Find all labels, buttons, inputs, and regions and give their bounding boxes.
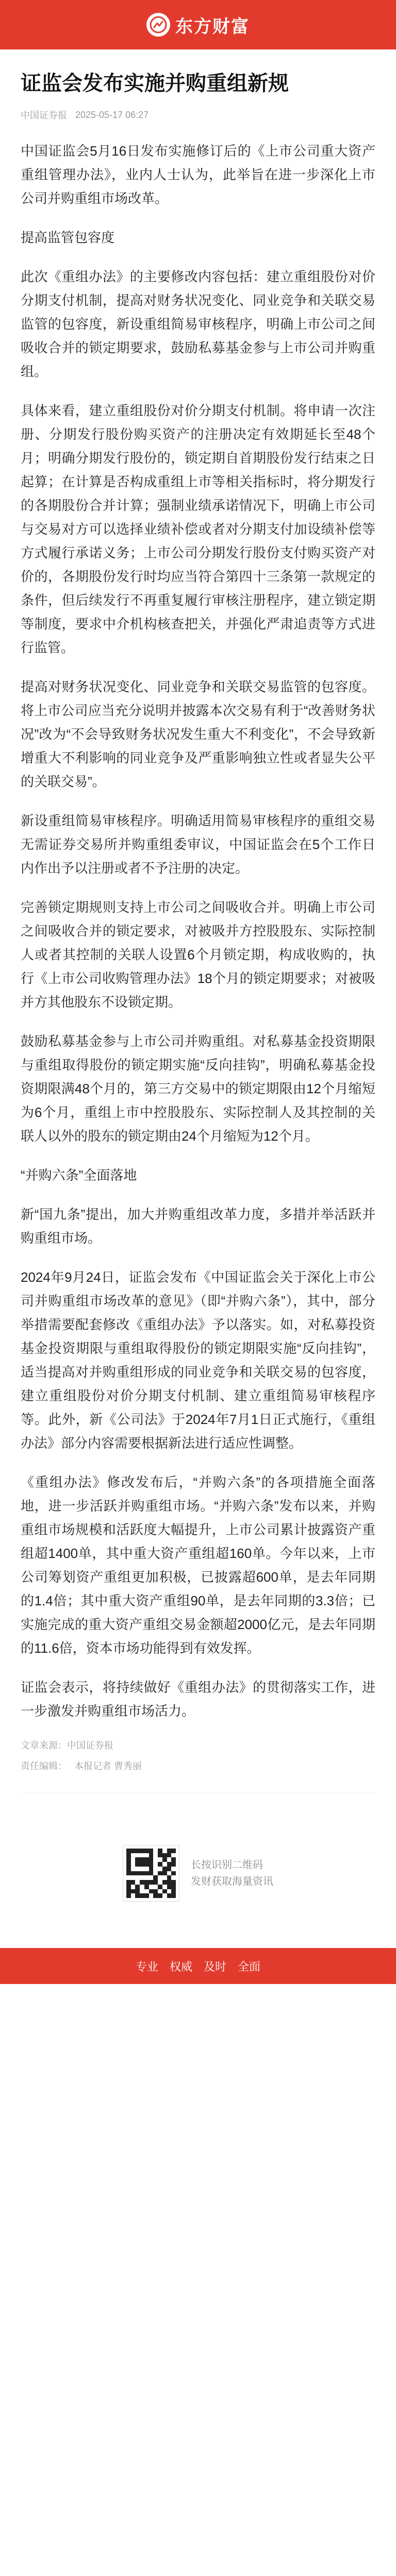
article-title: 证监会发布实施并购重组新规 [21,72,289,95]
section-heading-1: 提高监管包容度 [21,230,115,245]
eastmoney-logo-icon [146,13,170,37]
brand-logo[interactable] [146,12,250,38]
article-source-line: 文章来源：中国证券报 [21,1740,113,1751]
footer-item-comprehensive: 全面 [238,1960,261,1973]
qr-promo-text [191,1857,273,1890]
brand-logo-text: 东方财富 [175,16,250,37]
article-body [21,139,375,1723]
qr-code[interactable] [123,1845,179,1902]
footer-item-authoritative: 权威 [169,1960,192,1973]
editor-line [21,1759,375,1793]
qr-promo-line-1: 长按识别二维码 [191,1859,263,1871]
section-heading-2: “并购六条”全面落地 [21,1167,137,1183]
paragraph-9: 2024年9月24日，证监会发布《中国证监会关于深化上市公司并购重组市场改革的意见》（即“并购六条”），其中，部分举措需要配套修改《重组办法》予以落实。如，对私募投资基金投资期限与重组取得股份的锁定期限实施“反向挂钩”，适当提高对并购重组形成的同业竞争和关联交易的包容度，建立重组股份对价分期支付机制、建立重组简易审核程序等。此外，新《公司法》于2024年7月1日正式施行，《重组办法》部分内容需要根据新法进行适应性调整。 [21,1269,375,1451]
article-timestamp: 2025-05-17 06:27 [75,109,149,120]
paragraph-11: 证监会表示，将持续做好《重组办法》的贯彻落实工作，进一步激发并购重组市场活力。 [21,1680,375,1719]
qr-promo [0,1814,396,1948]
paragraph-3: 具体来看，建立重组股份对价分期支付机制。将申请一次注册、分期发行股份购买资产的注册决定有效期延长至48个月；明确分期发行股份的，锁定期自首期股份发行结束之日起算；在计算是否构成重组上市等相关指标时，将分期发行的各期股份合并计算；强制业绩承诺情况下，明确上市公司与交易对方可以选择业绩补偿或者对分期支付加设绩补偿等方式履行承诺义务；上市公司分期发行股份支付购买资产对价的，各期股份发行时均应当符合第四十三条第一款规定的条件，但后续发行不再重复履行审核注册程序，建立锁定期等制度，要求中介机构核查把关，并强化严肃追责等方式进行监管。 [21,403,375,655]
editor-name: 本报记者 曹秀丽 [74,1761,142,1771]
paragraph-7: 鼓励私募基金参与上市公司并购重组。对私募基金投资期限与重组取得股份的锁定期实施“反向挂钩”，明确私募基金投资期限满48个月的，第三方交易中的锁定期限由12个月缩短为6个月，重组上市中控股股东、实际控制人及其控制的关联人以外的股东的锁定期由24个月缩短为12个月。 [21,1033,375,1144]
article [0,49,396,1814]
top-bar [0,0,396,49]
paragraph-8: 新“国九条”提出，加大并购重组改革力度，多措并举活跃并购重组市场。 [21,1207,375,1246]
footer-bar [0,1948,396,1984]
paragraph-1: 中国证监会5月16日发布实施修订后的《上市公司重大资产重组管理办法》，业内人士认为，此举旨在进一步深化上市公司并购重组市场改革。 [21,143,375,206]
paragraph-2: 此次《重组办法》的主要修改内容包括：建立重组股份对价分期支付机制，提高对财务状况变化、同业竞争和关联交易监管的包容度，新设重组简易审核程序，明确上市公司之间吸收合并的锁定期要求，鼓励私募基金参与上市公司并购重组。 [21,269,375,379]
paragraph-10: 《重组办法》修改发布后，“并购六条”的各项措施全面落地，进一步活跃并购重组市场。“并购六条”发布以来，并购重组市场规模和活跃度大幅提升，上市公司累计披露资产重组超1400单，其中重大资产重组超160单。今年以来，上市公司筹划资产重组更加积极，已披露超600单，是去年同期的1.4倍；其中重大资产重组90单，是去年同期的3.3倍；已实施完成的重大资产重组交易金额超2000亿元，是去年同期的11.6倍，资本市场功能得到有效发挥。 [21,1475,375,1656]
footer-item-professional: 专业 [135,1960,158,1973]
footer-item-timely: 及时 [204,1960,227,1973]
article-source: 中国证券报 [21,110,67,121]
qr-promo-line-2: 发财获取海量资讯 [191,1876,273,1887]
editor-label: 责任编辑： [21,1761,67,1771]
paragraph-6: 完善锁定期规则支持上市公司之间吸收合并。明确上市公司之间吸收合并的锁定要求，对被吸并方控股股东、实际控制人或者其控制的关联人设置6个月锁定期，构成收购的，执行《上市公司收购管理办法》18个月的锁定期要求；对被吸并方其他股东不设锁定期。 [21,900,375,1010]
paragraph-4: 提高对财务状况变化、同业竞争和关联交易监管的包容度。将上市公司应当充分说明并披露本次交易有利于“改善财务状况”改为“不会导致财务状况发生重大不利变化”，不会导致新增重大不利影响的同业竞争及严重影响独立性或者显失公平的关联交易”。 [21,679,375,789]
article-meta [21,108,375,122]
paragraph-5: 新设重组简易审核程序。明确适用简易审核程序的重组交易无需证券交易所并购重组委审议，中国证监会在5个工作日内作出予以注册或者不予注册的决定。 [21,813,375,876]
